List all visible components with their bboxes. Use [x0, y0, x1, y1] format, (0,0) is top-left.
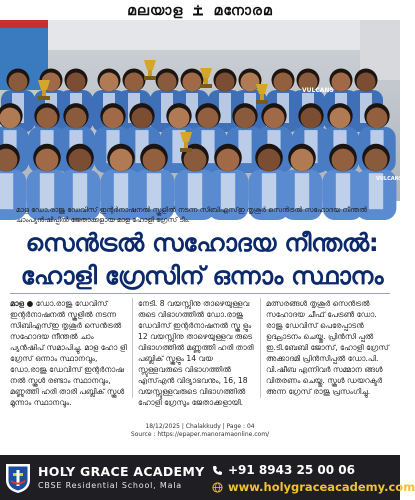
swimmer-face [274, 73, 293, 92]
swimmer-face [158, 73, 177, 92]
masthead-name-right: മനോരമ [213, 3, 273, 19]
swimmer-face [216, 73, 235, 92]
swimmer-face [184, 149, 207, 172]
headline-divider [10, 293, 390, 294]
swimmer-face [132, 108, 153, 129]
swimmer-face [125, 73, 144, 92]
phone-icon [212, 465, 223, 476]
jacket-stripe [336, 173, 350, 209]
swimmer-face [217, 149, 240, 172]
swimmer-face [103, 108, 124, 129]
contact-website-row [208, 479, 415, 495]
academy-footer-banner [0, 455, 415, 500]
headline-line-1: സെൻട്രൽ സഹോദയ നീന്തൽ: [25, 228, 379, 257]
swimmer-face [67, 73, 86, 92]
jacket-stripe [219, 93, 231, 123]
trophy-stem [42, 90, 46, 96]
swimmer-face [367, 108, 388, 129]
trophy-base [256, 100, 268, 104]
swimmer-face [357, 73, 376, 92]
jacket-stripe [40, 173, 54, 209]
contact-phone[interactable]: +91 8943 25 00 06 [228, 463, 355, 477]
swimmer-face [37, 108, 58, 129]
column-divider [132, 298, 133, 398]
lamp-emblem-icon [191, 4, 205, 16]
contact-website[interactable]: www.holygraceacademy.com [228, 480, 415, 494]
jacket-stripe [0, 173, 13, 209]
trophy-stem [148, 70, 152, 76]
swimmer-face [365, 149, 388, 172]
newspaper-masthead [0, 0, 400, 21]
swimmer-face [183, 73, 202, 92]
jacket-stripe [221, 173, 235, 209]
contact-phone-row [208, 462, 400, 478]
swimmer-face [330, 108, 351, 129]
swimmer-face [110, 149, 133, 172]
jacket-stripe [114, 173, 128, 209]
swimmer-face [264, 108, 285, 129]
jacket-stripe [147, 173, 161, 209]
academy-subtitle: CBSE Residential School, Mala [38, 481, 182, 490]
swimmer-face [235, 108, 256, 129]
swimmer-face [36, 149, 59, 172]
swimmer-face [100, 73, 119, 92]
swimmer-face [69, 149, 92, 172]
jacket-stripe [188, 173, 202, 209]
edition-info: 18/12/2025 | Chalakkudy | Page : 04 [145, 423, 255, 430]
dateline: മാള ● [10, 299, 34, 308]
headline-line-2: ഹോളി ഗ്രേസിന് ഒന്നാം സ്ഥാനം [20, 261, 384, 290]
article-headline [4, 226, 400, 292]
swimmer-face [332, 149, 355, 172]
masthead-name-left: മലയാള [127, 3, 184, 19]
swimmer-face [291, 149, 314, 172]
article-body [10, 298, 392, 407]
swimmer-face [0, 108, 20, 129]
trophy-base [38, 96, 50, 100]
photo-caption: മാള ഡോ.രാജു ഡേവിസ് ഇന്റർനാഷനൽ സ്കൂളിൽ നടന്ന സിബിഎസ്ഇ തൃശൂർ സെൻട്രൽ സഹോദയ നീന്തൽ ചാംപ്യൻഷിപ്പിൽ ജേതാക്കളായ മാള ഹോളി ഗ്രേസ് ടീം. [16, 206, 367, 224]
jersey-text: VULCANS [302, 87, 334, 94]
jacket-stripe [73, 173, 87, 209]
swimmer-face [241, 73, 260, 92]
epaper-meta [0, 423, 400, 439]
swimmer-face [301, 108, 322, 129]
column-divider [260, 298, 261, 398]
jersey-text-2: VULCANS [376, 176, 403, 182]
article-column-2: നേടി. 8 വയസ്സിനു താഴെയുള്ളവ രുടെ വിഭാഗത്തിൽ ഡോ.രാജു ഡേവിസ് ഇന്റർനാഷനൽ സ്കൂ ളും 12 വയസ്സിനു താഴെയുള്ളവ രുടെ വിഭാഗത്തിൽ മണ്ണുത്തി ഹരി താരി പബ്ലിക് സ്കൂളും 14 വയ സ്സുള്ളവരുടെ വിഭാഗത്തിൽ എസ്എൻ വിദ്യാഭവനും, 16, 18 വയസ്സുള്ളവരുടെ വിഭാഗത്തിൽ ഹോളി ഗ്രേസും ജേതാക്കളായി. [138, 299, 254, 407]
trophy-base [144, 76, 156, 80]
trophy-stem [260, 94, 264, 100]
trophy-base [200, 84, 212, 88]
trophy-base [180, 148, 192, 152]
swimmer-face [169, 108, 190, 129]
article-column-3: മത്സരങ്ങൾ തൃശൂർ സെൻട്രൽ സഹോദയ ചീഫ് പേട്രൺ ഡോ. രാജു ഡേവിസ് പെരേപ്പാടൻ ഉദ്ഘാടനം ചെയ്തു. പ്രിൻസി പ്പൽ ഇ.ടി.ബേബി ജോസ്, ഹോളി ഗ്രേസ് അക്കാദമി പ്രിൻസിപ്പൽ ഡോ.പി. വി.ഷീബ എന്നിവർ സമ്മാന ങ്ങൾ വിതരണം ചെയ്തു. സ്കൂൾ ഡയറക്ടർ അന്ന ഗ്രേസ് രാജു പ്രസംഗിച്ചു. [266, 299, 389, 396]
source-info: Source : https://epaper.manoramaonline.com/ [130, 431, 270, 438]
swimmer-face [66, 108, 87, 129]
swimmer-face [9, 73, 28, 92]
swimmer-face [332, 73, 351, 92]
trophy-stem [184, 142, 188, 148]
academy-name: HOLY GRACE ACADEMY [38, 464, 205, 479]
jacket-stripe [262, 173, 276, 209]
article-column-1-text: ഡോ.രാജു ഡേവിസ് ഇന്റർനാഷനൽ സ്കൂളിൽ നടന്ന സിബിഎസ്ഇ തൃശൂർ സെൻട്രൽ സഹോദയ നീന്തൽ ചാം പ്യൻഷിപ് സമാപിച്ചു. മാള ഹോ ളി ഗ്രേസ് ഒന്നാം സ്ഥാനവും, ഡോ.രാജു ഡേവിസ് ഇന്റർനാഷ നൽ സ്കൂൾ രണ്ടാം സ്ഥാനവും, മണ്ണുത്തി ഹരി താരി പബ്ലിക് സ്കൂൾ മൂന്നാം സ്ഥാനവും. [10, 299, 127, 407]
team-photo [0, 20, 403, 201]
trophy-stem [204, 78, 208, 84]
swimmer-face [258, 149, 281, 172]
article-column-1 [10, 298, 127, 407]
swimmer-face [143, 149, 166, 172]
academy-crest-icon [4, 462, 32, 494]
contact-block [208, 462, 415, 496]
swimmer-face [198, 108, 219, 129]
jacket-stripe [295, 173, 309, 209]
globe-icon [212, 482, 223, 493]
team-photo-illustration [0, 20, 403, 201]
